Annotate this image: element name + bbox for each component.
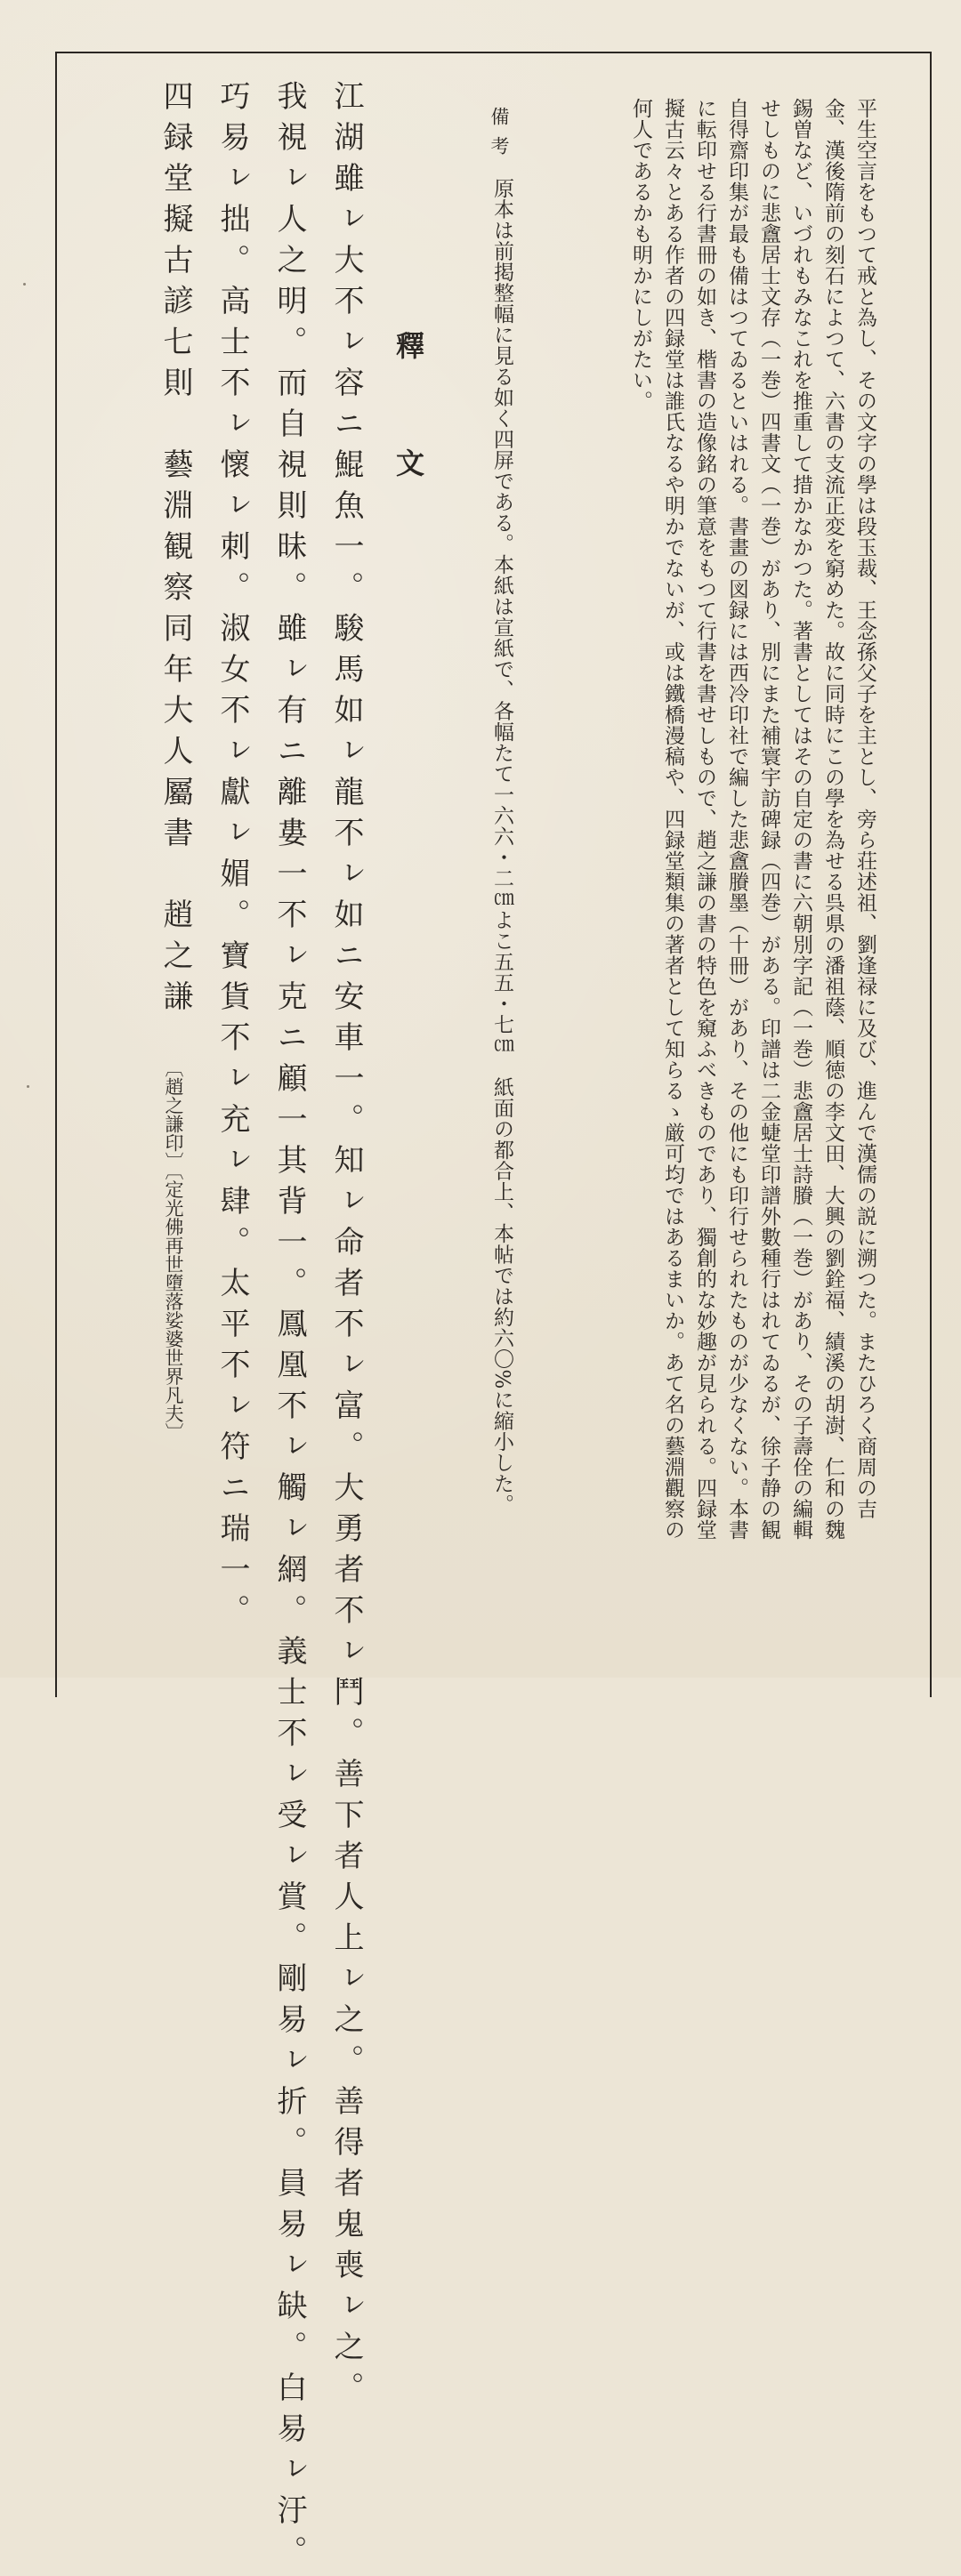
intro-line-2: 金、漢後隋前の刻石によつて、六書の支流正変を窮めた。故に同時にこの學を為せる呉県の潘祖蔭、順徳の李文田、大興の劉銓福、績溪の胡澍、仁和の魏 (821, 98, 844, 1541)
intro-line-6: に転印せる行書冊の如き、楷書の造像銘の筆意をもつて行書を書せしもので、趙之謙の書の特色を窺ふべきものであり、獨創的な妙趣が見られる。四録堂 (693, 98, 716, 1541)
transcription-line-3: 巧易ㇾ拙。高士不ㇾ懷ㇾ刺。淑女不ㇾ獻ㇾ媚。寶貨不ㇾ充ㇾ肆。太平不ㇾ符ニ瑞一。 (214, 80, 250, 1635)
intro-line-4: せしものに悲盦居士文存（一巻）四書文（一巻）があり、別にまた補寰宇訪碑録（四巻）がある。印譜は二金蜨堂印譜外數種行はれてゐるが、徐子静の観 (757, 98, 780, 1541)
transcription-line-2: 我視ㇾ人之明。而自視則昧。雖ㇾ有ニ離婁一不ㇾ克ニ顧一其背一。鳳凰不ㇾ觸ㇾ網。義士不ㇾ受ㇾ賞。剛易ㇾ折。員易ㇾ缺。白易ㇾ汙。 (271, 80, 307, 2576)
section-heading: 釋文 (392, 331, 425, 566)
intro-line-1: 平生空言をもつて戒と為し、その文字の學は段玉裁、王念孫父子を主とし、旁ら荘述祖、劉逢禄に及び、進んで漢儒の説に溯つた。またひろく商周の吉 (853, 98, 876, 1519)
note-heading: 備考 (489, 107, 510, 165)
paper-speck (27, 1085, 29, 1088)
intro-line-7: 擬古云々とある作者の四録堂は誰氏なるや明かでないが、或は鐵橋漫稿や、四録堂類集の著者として知らるゝ厳可均ではあるまいか。あて名の藝淵觀察の (661, 98, 684, 1541)
note-body: 原本は前掲整幅に見る如く四屏である。本紙は宣紙で、各幅たて一六六・二㎝よこ五五・七㎝ 紙面の都合上、本帖では約六〇%に縮小した。 (490, 178, 513, 1515)
seal-inscriptions: 〔趙之謙印〕〔定光佛再世墮落娑婆世界凡夫〕 (163, 1059, 184, 1442)
intro-line-8: 何人であるかも明かにしがたい。 (629, 98, 652, 412)
intro-line-5: 自得齋印集が最も備はつてゐるといはれる。書畫の図録には西冷印社で編した悲盦賸墨（十冊）があり、その他にも印行せられたものが少なくない。本書 (725, 98, 748, 1541)
transcription-line-1: 江湖雖ㇾ大不ㇾ容ニ鯤魚一。駿馬如ㇾ龍不ㇾ如ニ安車一。知ㇾ命者不ㇾ富。大勇者不ㇾ鬥。善下者人上ㇾ之。善得者鬼喪ㇾ之。 (328, 80, 364, 2412)
intro-line-3: 錫曽など、いづれもみなこれを推重して措かなかつた。著書としてはその自定の書に六朝別字記（一巻）悲盦居士詩賸（一巻）があり、その子壽佺の編輯 (789, 98, 812, 1541)
paper-speck (23, 283, 26, 286)
transcription-line-4: 四録堂擬古諺七則 藝淵観察同年大人屬書 趙之謙 (157, 80, 193, 1021)
